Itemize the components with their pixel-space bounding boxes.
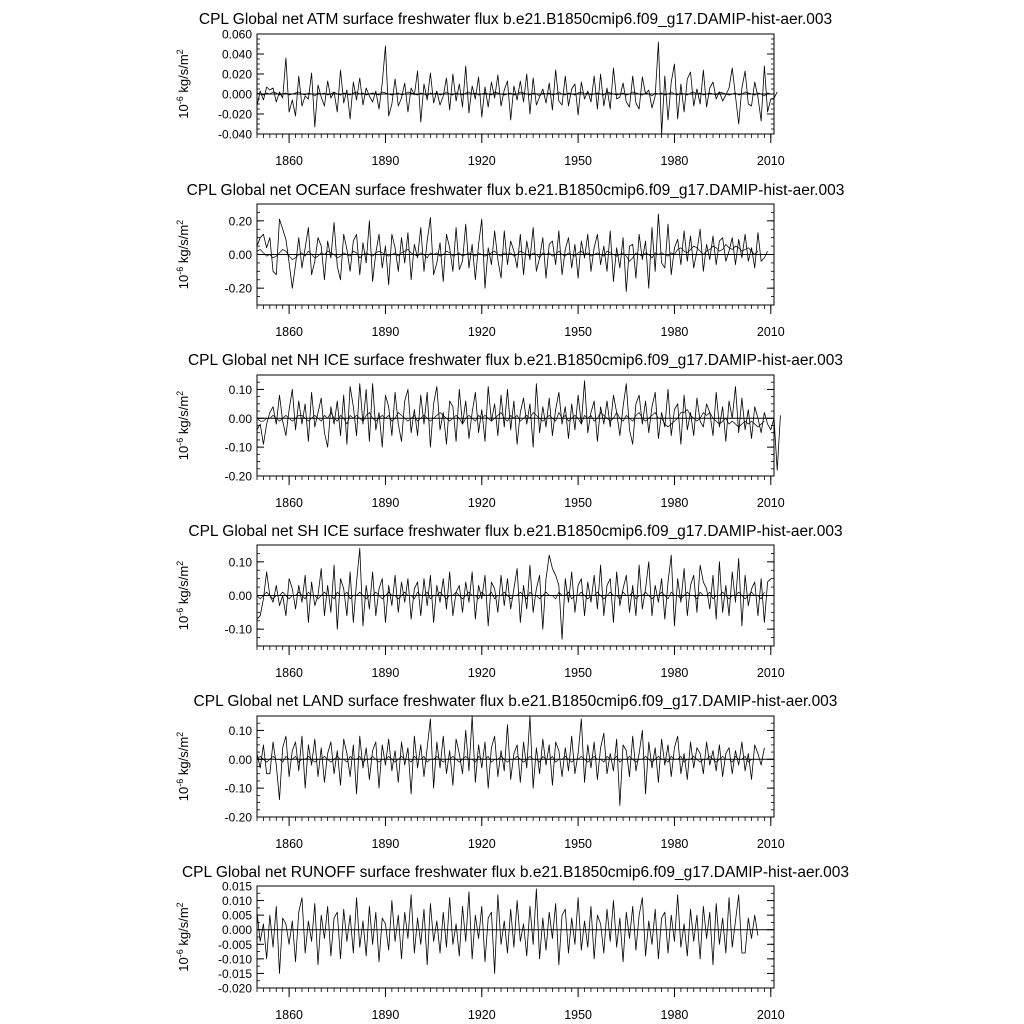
plot-frame [257, 34, 774, 134]
x-tick-label: 1920 [467, 1008, 496, 1022]
x-tick-label: 1890 [371, 154, 400, 168]
chart-panel-6 [175, 864, 849, 1022]
x-tick-label: 1980 [660, 496, 689, 510]
y-tick-label: 0.005 [221, 908, 252, 923]
x-tick-label: 2010 [756, 1008, 785, 1022]
x-tick-label: 1950 [564, 325, 593, 339]
x-tick-label: 1980 [660, 154, 689, 168]
x-tick-label: 1950 [564, 837, 593, 851]
y-tick-label: -0.20 [224, 810, 252, 825]
x-tick-label: 1890 [371, 666, 400, 680]
series-line-1 [257, 889, 758, 974]
x-tick-label: 2010 [756, 496, 785, 510]
x-tick-label: 1950 [564, 154, 593, 168]
chart-panel-5 [175, 693, 837, 851]
y-axis-label: $10^{-6}$ $kg/s/m^2$ [175, 390, 191, 461]
plot-frame [257, 716, 774, 817]
chart-panel-1 [175, 11, 832, 168]
chart-title: CPL Global net OCEAN surface freshwater flux b.e21.B1850cmip6.f09_g17.DAMIP-hist-aer.003 [186, 182, 845, 199]
series-line-1 [257, 548, 771, 639]
x-tick-label: 2010 [756, 837, 785, 851]
y-tick-label: 0.20 [228, 214, 252, 229]
y-axis-label: $10^{-6}$ $kg/s/m^2$ [175, 49, 191, 119]
x-tick-label: 1980 [660, 666, 689, 680]
series-line-1 [257, 381, 780, 470]
y-tick-label: -0.20 [224, 469, 252, 484]
x-tick-label: 1950 [564, 496, 593, 510]
chart-title: CPL Global net LAND surface freshwater flux b.e21.B1850cmip6.f09_g17.DAMIP-hist-aer.003 [193, 693, 838, 710]
y-tick-label: 0.000 [221, 87, 252, 102]
y-tick-label: -0.10 [224, 440, 252, 455]
x-tick-label: 1860 [275, 496, 304, 510]
y-tick-label: -0.20 [224, 281, 252, 296]
y-tick-label: -0.010 [217, 952, 252, 967]
y-tick-label: 0.000 [221, 923, 252, 938]
chart-panel-2 [175, 182, 844, 339]
y-axis-label: $10^{-6}$ $kg/s/m^2$ [175, 560, 191, 631]
x-tick-label: 2010 [756, 325, 785, 339]
y-tick-label: 0.060 [221, 27, 252, 42]
x-tick-label: 1950 [564, 666, 593, 680]
series-line-1 [257, 42, 777, 134]
y-tick-label: 0.10 [228, 723, 252, 738]
x-tick-label: 2010 [756, 666, 785, 680]
y-tick-label: -0.040 [217, 127, 252, 142]
x-tick-label: 1860 [275, 666, 304, 680]
x-tick-label: 1950 [564, 1008, 593, 1022]
series-line-1 [257, 214, 768, 291]
x-tick-label: 1980 [660, 837, 689, 851]
series-line-1 [257, 716, 764, 805]
y-axis-label: $10^{-6}$ $kg/s/m^2$ [175, 731, 191, 802]
x-tick-label: 1980 [660, 1008, 689, 1022]
y-tick-label: -0.015 [217, 966, 252, 981]
chart-title: CPL Global net RUNOFF surface freshwater flux b.e21.B1850cmip6.f09_g17.DAMIP-hist-aer.003 [181, 864, 850, 881]
plot-frame [257, 886, 774, 988]
x-tick-label: 1890 [371, 837, 400, 851]
x-tick-label: 1890 [371, 325, 400, 339]
x-tick-label: 1920 [467, 154, 496, 168]
y-tick-label: -0.020 [217, 107, 252, 122]
chart-title: CPL Global net NH ICE surface freshwater flux b.e21.B1850cmip6.f09_g17.DAMIP-hist-aer.003 [187, 352, 844, 369]
y-tick-label: 0.00 [228, 589, 252, 603]
x-tick-label: 1860 [275, 1008, 304, 1022]
x-tick-label: 1860 [275, 325, 304, 339]
x-tick-label: 1860 [275, 837, 304, 851]
x-tick-label: 1920 [467, 496, 496, 510]
y-tick-label: 0.00 [228, 248, 252, 262]
x-tick-label: 1860 [275, 154, 304, 168]
y-tick-label: 0.10 [228, 382, 252, 397]
y-tick-label: 0.010 [221, 894, 252, 909]
y-tick-label: 0.10 [228, 555, 252, 570]
x-tick-label: 1890 [371, 496, 400, 510]
y-tick-label: -0.020 [217, 981, 252, 996]
y-axis-label: $10^{-6}$ $kg/s/m^2$ [175, 902, 191, 972]
y-tick-label: -0.005 [217, 937, 252, 952]
y-tick-label: 0.020 [221, 67, 252, 82]
x-tick-label: 1980 [660, 325, 689, 339]
x-tick-label: 2010 [756, 154, 785, 168]
y-tick-label: 0.040 [221, 47, 252, 62]
x-tick-label: 1890 [371, 1008, 400, 1022]
x-tick-label: 1920 [467, 325, 496, 339]
chart-panel-3 [175, 352, 843, 510]
chart-title: CPL Global net ATM surface freshwater flux b.e21.B1850cmip6.f09_g17.DAMIP-hist-aer.003 [198, 11, 833, 28]
y-axis-label: $10^{-6}$ $kg/s/m^2$ [175, 219, 191, 290]
y-tick-label: -0.10 [224, 781, 252, 796]
y-tick-label: -0.10 [224, 622, 252, 637]
chart-title: CPL Global net SH ICE surface freshwater flux b.e21.B1850cmip6.f09_g17.DAMIP-hist-aer.003 [188, 523, 843, 540]
chart-panel-4 [175, 523, 843, 680]
x-tick-label: 1920 [467, 666, 496, 680]
y-tick-label: 0.00 [228, 411, 252, 426]
y-tick-label: 0.015 [221, 879, 252, 894]
y-tick-label: 0.00 [228, 752, 252, 767]
x-tick-label: 1920 [467, 837, 496, 851]
